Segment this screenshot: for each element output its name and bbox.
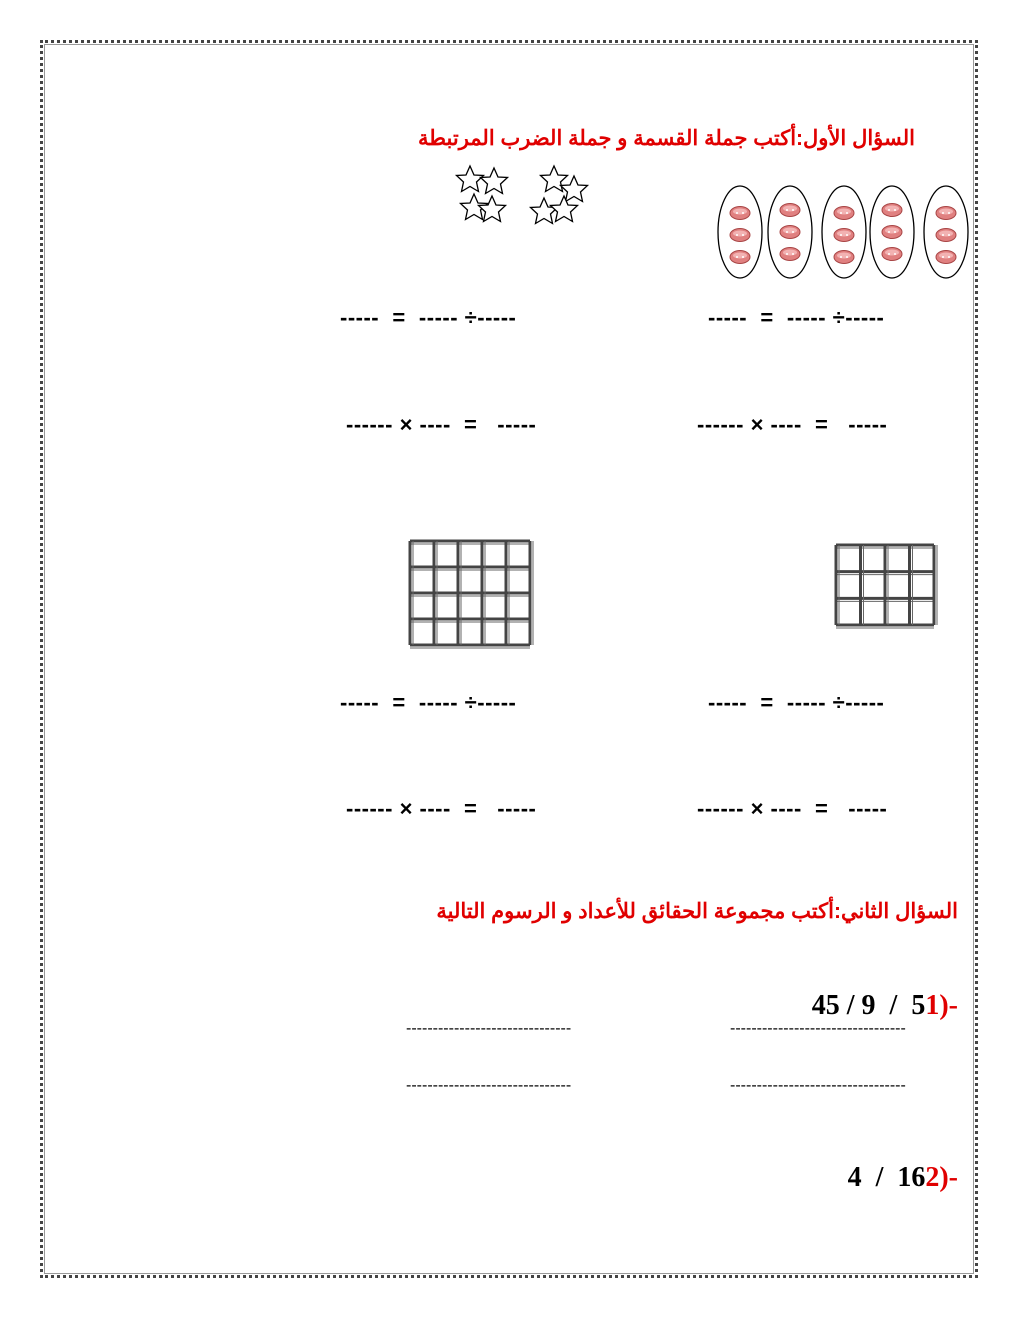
grid-3x4 [834, 543, 936, 627]
pink-item-icon [780, 226, 800, 239]
oval-group [718, 186, 762, 278]
stars-illustration [450, 160, 600, 240]
star-group-right [531, 166, 588, 224]
grid-4x5 [408, 539, 532, 647]
answer-line-2-left: ------------------------------- [406, 1077, 572, 1094]
question-1-heading: السؤال الأول:أكتب جملة القسمة و جملة الضرب المرتبطة [418, 127, 915, 150]
star-group-left [457, 166, 508, 222]
pink-item-icon [936, 207, 956, 220]
pink-item-icon [936, 251, 956, 264]
pink-item-icon [730, 207, 750, 220]
set1-division-left: ----- = ----- ÷----- [340, 305, 517, 330]
item-2-prefix: 2)- [925, 1162, 958, 1193]
set2-division-right: ----- = ----- ÷----- [708, 690, 885, 715]
item-1-prefix: 1)- [925, 990, 958, 1021]
question-2-heading: السؤال الثاني:أكتب مجموعة الحقائق للأعداد و الرسوم التالية [436, 900, 958, 923]
set2-multiplication-left: ----- = ---- × ------ [346, 796, 537, 821]
pink-item-icon [882, 204, 902, 217]
oval-group [768, 186, 812, 278]
answer-line-2-right: --------------------------------- [730, 1077, 906, 1094]
pink-item-icon [834, 229, 854, 242]
item-1 [798, 958, 958, 1022]
answer-line-1-right: --------------------------------- [730, 1020, 906, 1037]
set1-multiplication-right: ----- = ---- × ------ [697, 412, 888, 437]
oval-group [924, 186, 968, 278]
star-icon [481, 168, 508, 194]
set2-division-left: ----- = ----- ÷----- [340, 690, 517, 715]
set2-multiplication-right: ----- = ---- × ------ [697, 796, 888, 821]
item-2 [834, 1130, 958, 1194]
set1-division-right: ----- = ----- ÷----- [708, 305, 885, 330]
pink-item-icon [730, 229, 750, 242]
star-icon [551, 196, 578, 222]
item-2-numbers: 4 / 16 [847, 1162, 926, 1193]
oval-group [870, 186, 914, 278]
star-icon [531, 198, 558, 224]
pink-item-icon [780, 204, 800, 217]
pink-item-icon [730, 251, 750, 264]
item-1-numbers: 45 / 9 / 5 [811, 990, 926, 1021]
pink-item-icon [882, 248, 902, 261]
oval-group [822, 186, 866, 278]
set1-multiplication-left: ----- = ---- × ------ [346, 412, 537, 437]
ovals-illustration [718, 183, 978, 283]
pink-item-icon [834, 207, 854, 220]
pink-item-icon [780, 248, 800, 261]
star-icon [457, 166, 484, 192]
pink-item-icon [834, 251, 854, 264]
pink-item-icon [882, 226, 902, 239]
pink-item-icon [936, 229, 956, 242]
answer-line-1-left: ------------------------------- [406, 1020, 572, 1037]
